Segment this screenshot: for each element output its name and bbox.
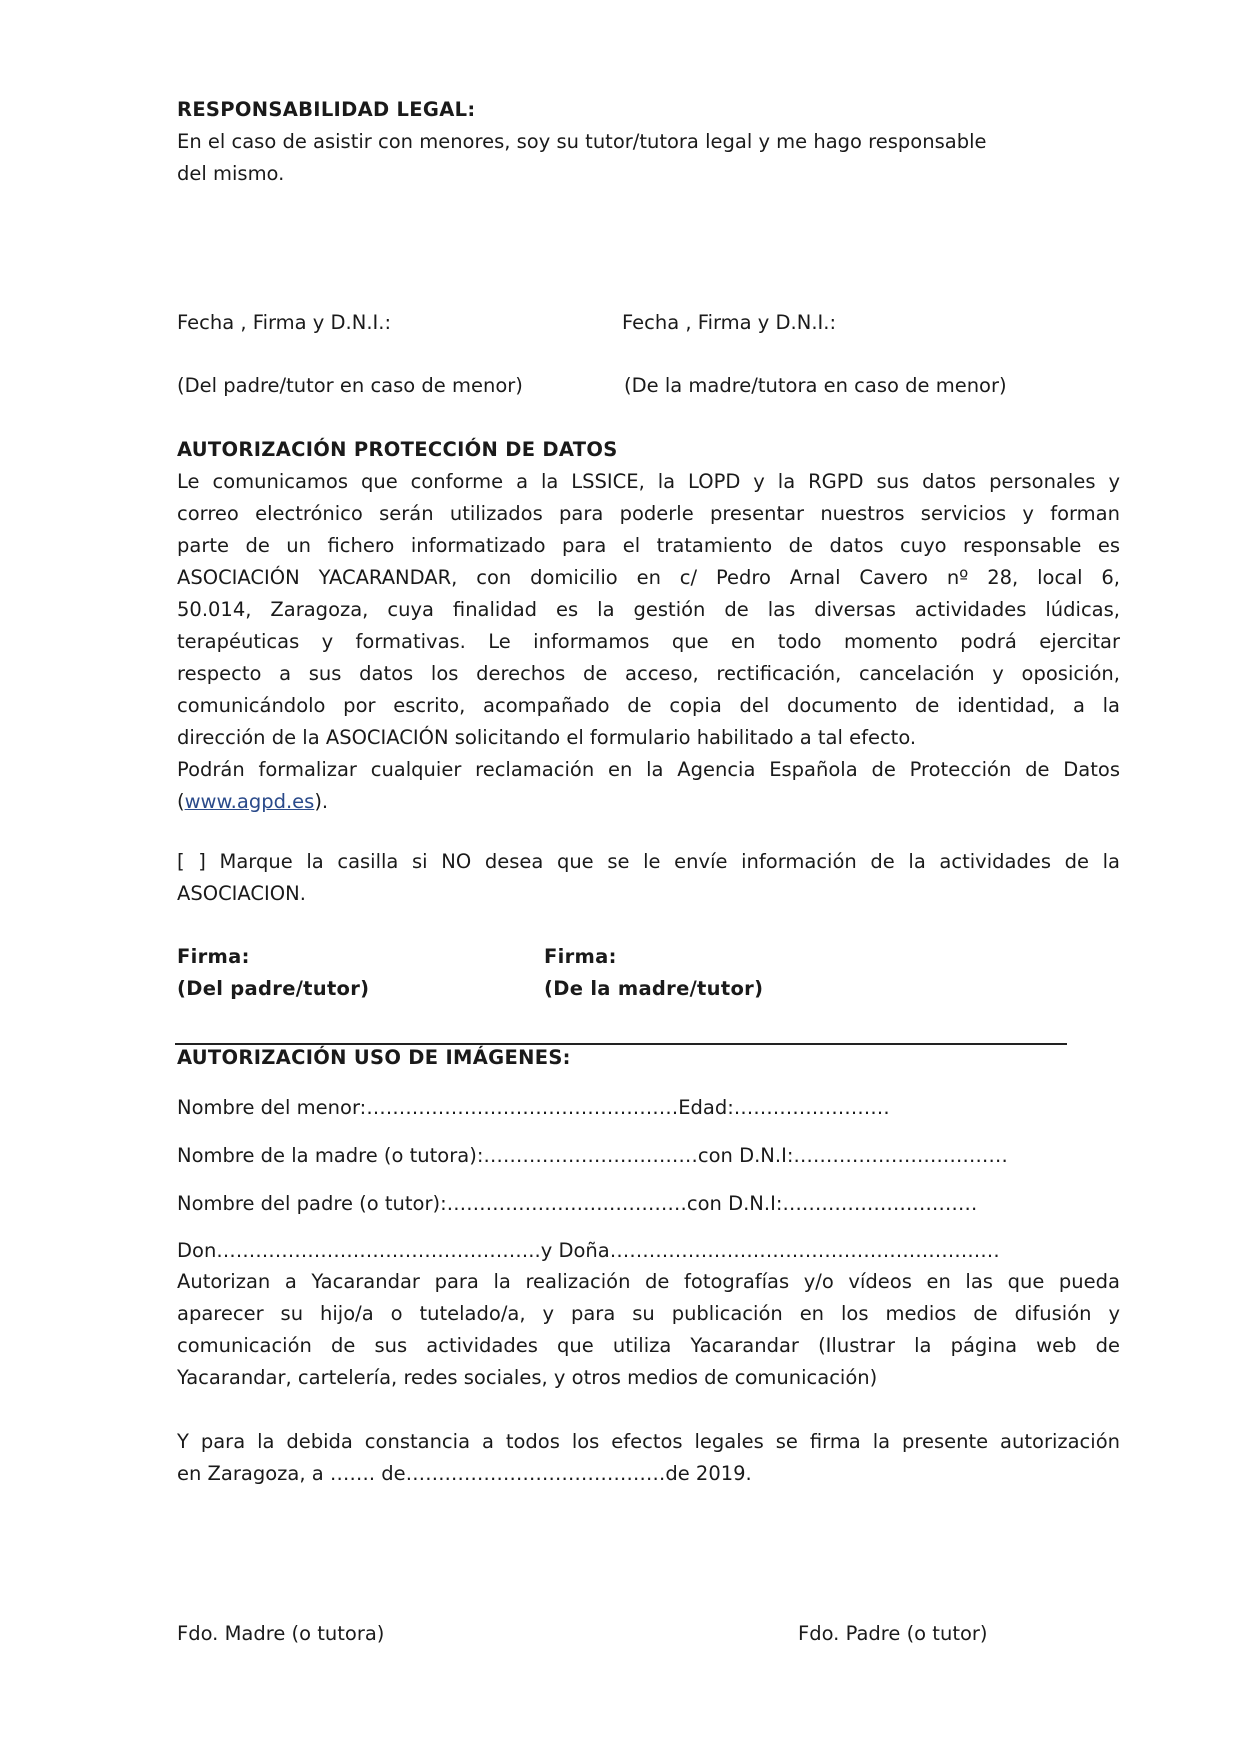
opt-out-line [177,846,1120,878]
images-line: aparecer su hijo/a o tutelado/a, y para su publicación en los medios de difusión y [177,1302,1120,1325]
minor-name-field[interactable]: Nombre del menor:…………………………………………Edad:…………………… [177,1096,890,1119]
data-protection-line: respecto a sus datos los derechos de acceso, rectificación, cancelación y oposición, [177,662,1120,685]
signature2-label-father: Firma: [177,945,250,968]
opt-out-text: Marque la casilla si NO desea que se le envíe información de la actividades de la [219,850,1121,873]
data-protection-line: 50.014, Zaragoza, cuya finalidad es la gestión de las diversas actividades lúdicas, [177,598,1120,621]
don-dona-field[interactable]: Don…………………………………………..y Doña…………………………………………………… [177,1239,1000,1262]
father-name-field[interactable]: Nombre del padre (o tutor):…………………….…………con D.N.I:………………………… [177,1192,978,1215]
data-protection-line: comunicándolo por escrito, acompañado de copia del documento de identidad, a la [177,694,1120,717]
data-protection-heading: AUTORIZACIÓN PROTECCIÓN DE DATOS [177,438,618,461]
data-protection-line: correo electrónico serán utilizados para poderle presentar nuestros servicios y forman [177,502,1120,525]
images-line: Autorizan a Yacarandar para la realización de fotografías y/o vídeos en las que pueda [177,1270,1120,1293]
data-protection-paragraph [177,466,1120,818]
signature-note-father: (Del padre/tutor en caso de menor) [177,374,523,397]
link-prefix: ( [177,790,185,813]
legal-line: del mismo. [177,162,285,185]
data-protection-line: ASOCIACIÓN YACARANDAR, con domicilio en c/ Pedro Arnal Cavero nº 28, local 6, [177,566,1120,589]
legal-heading: RESPONSABILIDAD LEGAL: [177,98,476,121]
data-protection-line: dirección de la ASOCIACIÓN solicitando el formulario habilitado a tal efecto. [177,726,917,749]
closing-line: Y para la debida constancia a todos los efectos legales se firma la presente autorización [177,1430,1120,1453]
data-protection-line: parte de un fichero informatizado para el tratamiento de datos cuyo responsable es [177,534,1120,557]
closing-line: en Zaragoza, a ……. de…….……………………………de 2019. [177,1462,752,1485]
closing-paragraph [177,1426,1120,1490]
data-protection-line: terapéuticas y formativas. Le informamos que en todo momento podrá ejercitar [177,630,1120,653]
signature-label-father: Fecha , Firma y D.N.I.: [177,311,392,334]
signature2-label-mother: Firma: [544,945,617,968]
images-heading: AUTORIZACIÓN USO DE IMÁGENES: [177,1046,571,1069]
opt-out-paragraph [177,846,1120,910]
images-paragraph [177,1266,1120,1394]
footer-signature-father: Fdo. Padre (o tutor) [798,1622,988,1645]
data-protection-line: Le comunicamos que conforme a la LSSICE, la LOPD y la RGPD sus datos personales y [177,470,1120,493]
images-line: Yacarandar, cartelería, redes sociales, y otros medios de comunicación) [177,1366,878,1389]
signature-note-mother: (De la madre/tutora en caso de menor) [624,374,1007,397]
signature2-note-father: (Del padre/tutor) [177,977,370,1000]
signature-label-mother: Fecha , Firma y D.N.I.: [622,311,837,334]
mother-name-field[interactable]: Nombre de la madre (o tutora):……………………………con D.N.I:…………………………… [177,1144,1008,1167]
data-protection-line: Podrán formalizar cualquier reclamación en la Agencia Española de Protección de Datos [177,758,1120,781]
footer-signature-mother: Fdo. Madre (o tutora) [177,1622,385,1645]
link-suffix: ). [314,790,329,813]
legal-line: En el caso de asistir con menores, soy su tutor/tutora legal y me hago responsable [177,130,987,153]
opt-out-line: ASOCIACION. [177,882,306,905]
legal-paragraph [177,126,1120,190]
agpd-link[interactable]: www.agpd.es [184,790,315,813]
opt-out-checkbox[interactable]: [ ] [177,850,206,873]
data-protection-link-line [177,786,1120,818]
images-line: comunicación de sus actividades que utiliza Yacarandar (Ilustrar la página web de [177,1334,1120,1357]
signature2-note-mother: (De la madre/tutor) [544,977,764,1000]
